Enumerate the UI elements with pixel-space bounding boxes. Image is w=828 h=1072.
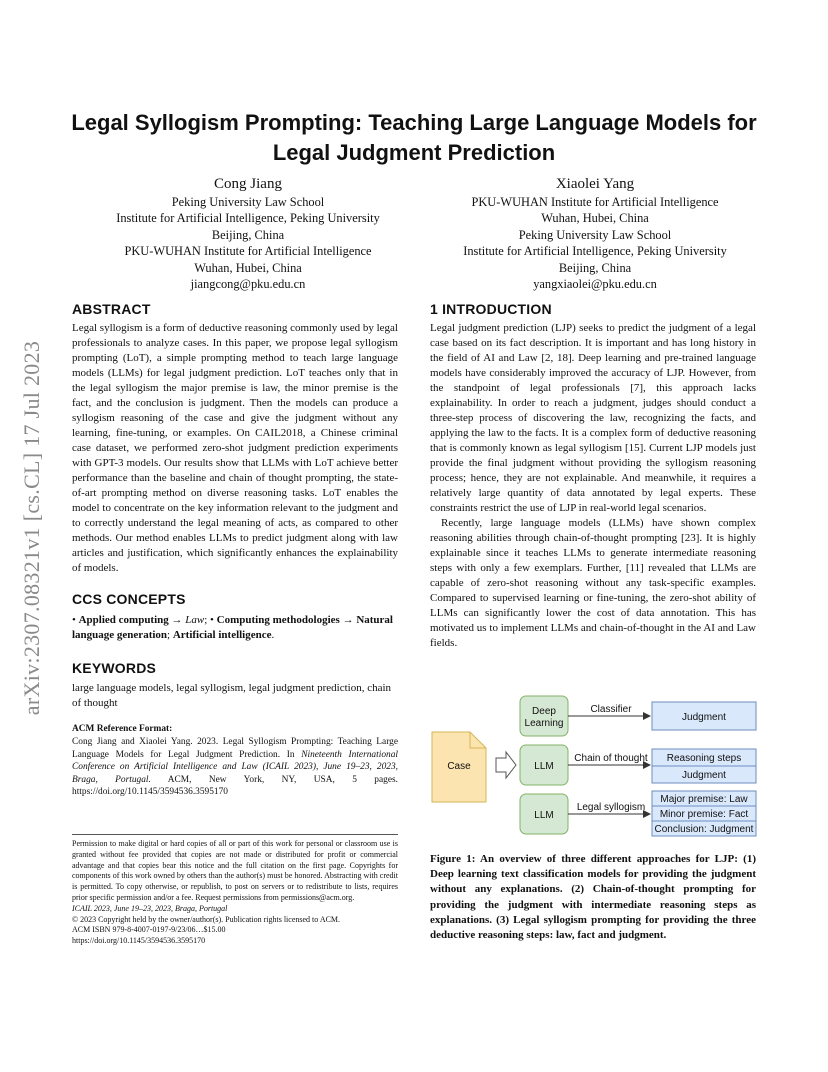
llm-label: LLM xyxy=(534,761,554,772)
intro-paragraph: Recently, large language models (LLMs) have shown complex reasoning abilities through chain-of-thought prompting [23]. It is highly explainable since it teaches LLMs to generate intermediate reasoning steps with only a few exemplars. Further, [11] revealed that LLMs are capable of zero-shot reasoning without any task-specific examples. Compared to supervised learning or fine-tuning, the zero-shot ability of LLMs can significantly lower the cost of data annotation. This has motivated us to implement LLMs and chain-of-thought in the AI and Law fields. xyxy=(430,517,756,649)
ccs-sep: ; xyxy=(167,629,173,641)
arxiv-sidebar xyxy=(10,298,54,758)
minor-premise-label: Minor premise: Fact xyxy=(659,809,749,820)
author-affiliation: PKU-WUHAN Institute for Artificial Intelligence xyxy=(124,244,372,259)
intro-paragraph: Legal judgment prediction (LJP) seeks to predict the judgment of a legal case based on its fact description. It is important and has long history in the field of AI and Law [2, 18]. Deep learning and pre-trained language models have considerably improved the accuracy of LJP. However, from the standpoint of legal professionals [7], this approach lacks explainability. In order to reach a judgment, judges should conduct a three-step process of discovering the law, recognizing the facts, and applying the law to the facts. It is a complex form of deductive reasoning that is commonly known as legal syllogism [15]. Current LJP models just provide the final judgment without providing the syllogism reasoning process; hence, they are not explainable. And meanwhile, it requires a relatively large quantity of data annotated by legal experts. These constraints restrict the use of LJP in real-world legal scenarios. xyxy=(430,322,756,514)
case-label: Case xyxy=(447,761,471,772)
permission-isbn: ACM ISBN 979-8-4007-0197-9/23/06…$15.00 xyxy=(72,925,226,935)
acm-reference-venue: Nineteenth International Conference on Artificial Intelligence and Law (ICAIL 2023), June 19–23, 2023, Braga, Portugal. xyxy=(72,749,398,785)
ccs-end: . xyxy=(271,629,275,641)
major-premise-label: Major premise: Law xyxy=(660,794,748,805)
ccs-arrow: → xyxy=(339,614,357,626)
author-affiliation: Wuhan, Hubei, China xyxy=(194,260,302,275)
ccs-sep: ; • xyxy=(204,614,217,626)
author-affiliation: Beijing, China xyxy=(558,260,632,275)
author-affiliation: Beijing, China xyxy=(211,227,285,242)
intro-heading: 1 INTRODUCTION xyxy=(430,301,552,317)
figure-1-diagram xyxy=(428,690,758,840)
author-affiliation: Wuhan, Hubei, China xyxy=(541,211,649,226)
left-column xyxy=(72,300,398,799)
figure-1-caption: Figure 1: An overview of three different approaches for LJP: (1) Deep learning text classification models for providing the judgment without any explanations. (2) Chain-of-thought prompting for providing the judgment with intermediate reasoning steps as explanations. (3) Legal syllogism prompting for providing the three deductive reasoning steps: law, fact and judgment. xyxy=(430,853,756,942)
deep-learning-label: Deep xyxy=(532,706,556,717)
keywords-text: large language models, legal syllogism, legal judgment prediction, chain of thought xyxy=(72,682,392,709)
judgment-output-label: Judgment xyxy=(682,712,726,723)
ccs-term: Artificial intelligence xyxy=(172,629,272,641)
abstract-text: Legal syllogism is a form of deductive reasoning commonly used by legal professionals to analyze cases. In this paper, we propose legal syllogism prompting (LoT), a simple prompting method to teach large language models (LLMs) for legal judgment prediction. LoT teaches only that in the legal syllogism the major premise is law, the minor premise is the fact, and the conclusion is judgment. Then the models can produce a syllogism reasoning of the case and give the judgment without any learning, fine-tuning, or examples. On CAIL2018, a Chinese criminal case dataset, we performed zero-shot judgment prediction experiments with GPT-3 models. Our results show that LLMs with LoT achieve better performance than the baseline and chain of thought prompting, the state-of-art prompting method on diverse reasoning tasks. LoT enables the model to concentrate on the key information relevant to the judgment and to correctly understand the legal meaning of acts, as compared to other methods. Our method enables LLMs to predict judgment along with law articles and justification, which significantly enhances the explainability of models. xyxy=(72,322,398,574)
acm-reference-heading: ACM Reference Format: xyxy=(72,724,173,734)
classifier-label: Classifier xyxy=(590,704,632,715)
author-affiliation: Institute for Artificial Intelligence, Peking University xyxy=(463,244,727,259)
ccs-arrow: → xyxy=(168,614,186,626)
conclusion-label: Conclusion: Judgment xyxy=(654,824,754,835)
acm-reference-post: ACM, New York, NY, USA, 5 pages. https://doi.org/10.1145/3594536.3595170 xyxy=(72,774,398,798)
author-email: yangxiaolei@pku.edu.cn xyxy=(533,277,657,292)
permission-footnote xyxy=(72,834,398,947)
abstract-heading: ABSTRACT xyxy=(72,301,151,317)
reasoning-steps-label: Reasoning steps xyxy=(666,753,742,764)
permission-conf: ICAIL 2023, June 19–23, 2023, Braga, Portugal xyxy=(72,903,228,913)
acm-reference-pre: Cong Jiang and Xiaolei Yang. 2023. Legal Syllogism Prompting: Teaching Large Language Models for Legal Judgment Prediction. In xyxy=(72,737,398,760)
author-name: Cong Jiang xyxy=(214,176,282,192)
cot-judgment-label: Judgment xyxy=(682,770,726,781)
arxiv-identifier: arXiv:2307.08321v1 [cs.CL] 17 Jul 2023 xyxy=(19,340,44,716)
permission-text: Permission to make digital or hard copies of all or part of this work for personal or classroom use is granted without fee provided that copies are not made or distributed for profit or commercial advantage and that copies bear this notice and the full citation on the first page. Copyrights for components of this work owned by others than the author(s) must be honored. Abstracting with credit is permitted. To copy otherwise, or republish, to post on servers or to redistribute to lists, requires prior specific permission and/or a fee. Request permissions from permissions@acm.org. xyxy=(72,839,398,902)
author-block-2 xyxy=(420,175,770,292)
keywords-heading: KEYWORDS xyxy=(72,660,157,676)
author-block-1 xyxy=(72,175,424,292)
ccs-bullet: • xyxy=(72,614,79,626)
ccs-concepts xyxy=(72,613,398,643)
ccs-heading: CCS CONCEPTS xyxy=(72,591,186,607)
input-arrow-icon xyxy=(496,752,516,778)
ccs-term: Natural language generation xyxy=(72,614,393,641)
ccs-term: Computing methodologies xyxy=(216,614,340,626)
deep-learning-label: Learning xyxy=(524,718,564,729)
author-affiliation: Peking University Law School xyxy=(171,195,325,209)
permission-doi: https://doi.org/10.1145/3594536.3595170 xyxy=(72,936,206,946)
legal-syllogism-label: Legal syllogism xyxy=(576,802,646,813)
ccs-term: Law xyxy=(185,614,205,626)
author-email: jiangcong@pku.edu.cn xyxy=(190,277,306,292)
paper-title: Legal Syllogism Prompting: Teaching Large Language Models for Legal Judgment Prediction xyxy=(71,110,757,165)
author-affiliation: Peking University Law School xyxy=(518,227,672,242)
author-name: Xiaolei Yang xyxy=(555,176,635,192)
ccs-term: Applied computing xyxy=(78,614,169,626)
llm-label: LLM xyxy=(534,810,554,821)
author-affiliation: Institute for Artificial Intelligence, Peking University xyxy=(116,211,380,226)
author-affiliation: PKU-WUHAN Institute for Artificial Intelligence xyxy=(471,195,719,209)
chain-of-thought-label: Chain of thought xyxy=(574,753,648,764)
permission-copyright: © 2023 Copyright held by the owner/author(s). Publication rights licensed to ACM. xyxy=(72,914,341,924)
acm-reference xyxy=(72,723,398,799)
right-column xyxy=(430,300,756,651)
